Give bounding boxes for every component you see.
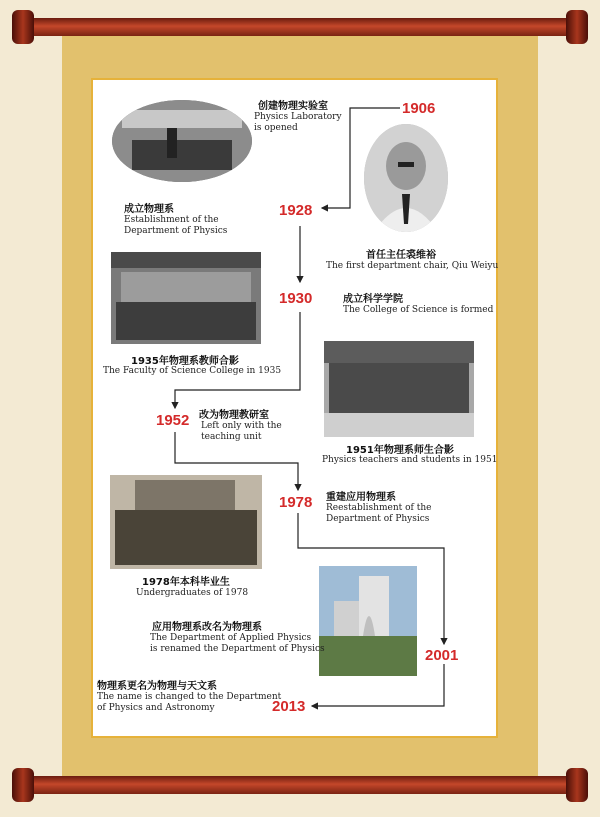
label-1928-zh: 成立物理系 bbox=[124, 204, 174, 215]
caption-1935-en: The Faculty of Science College in 1935 bbox=[103, 366, 282, 376]
caption-1951-en: Physics teachers and students in 1951 bbox=[322, 455, 498, 465]
label-1928-en-2: Department of Physics bbox=[124, 226, 228, 236]
photo-undergraduates-1978 bbox=[110, 475, 262, 569]
label-1978-en-1: Reestablishment of the bbox=[326, 503, 432, 513]
photo-qiu-weiyu bbox=[364, 124, 448, 232]
label-2013-en-1: The name is changed to the Department bbox=[97, 692, 282, 702]
year-1930: 1930 bbox=[279, 290, 313, 307]
year-1952: 1952 bbox=[156, 412, 190, 429]
label-chair-en: The first department chair, Qiu Weiyu bbox=[326, 261, 499, 271]
photo-faculty-1935 bbox=[111, 252, 261, 344]
caption-1935-zh: 1935年物理系教师合影 bbox=[131, 356, 239, 367]
label-1928-en-1: Establishment of the bbox=[124, 215, 219, 225]
label-1906-en-1: Physics Laboratory bbox=[254, 112, 342, 122]
year-2001: 2001 bbox=[425, 647, 459, 664]
label-2013-en-2: of Physics and Astronomy bbox=[97, 703, 215, 713]
label-2001-en-1: The Department of Applied Physics bbox=[150, 633, 312, 643]
label-chair-zh: 首任主任裘维裕 bbox=[366, 250, 436, 261]
label-1978-en-2: Department of Physics bbox=[326, 514, 430, 524]
year-1928: 1928 bbox=[279, 202, 313, 219]
photo-physics-lab bbox=[112, 100, 252, 182]
photo-teachers-students-1951 bbox=[324, 341, 474, 437]
label-1952-en-1: Left only with the bbox=[201, 421, 282, 431]
year-2013: 2013 bbox=[272, 698, 306, 715]
caption-1978-en: Undergraduates of 1978 bbox=[136, 588, 249, 598]
label-1952-en-2: teaching unit bbox=[201, 432, 262, 442]
year-1978: 1978 bbox=[279, 494, 313, 511]
label-1906-en-2: is opened bbox=[254, 123, 298, 133]
label-1952-zh: 改为物理教研室 bbox=[199, 410, 269, 421]
label-1930-en: The College of Science is formed bbox=[343, 305, 494, 315]
caption-1951-zh: 1951年物理系师生合影 bbox=[346, 445, 454, 456]
label-1906-zh: 创建物理实验室 bbox=[258, 101, 328, 112]
caption-1978-zh: 1978年本科毕业生 bbox=[142, 577, 230, 588]
label-2013-zh: 物理系更名为物理与天文系 bbox=[97, 681, 217, 692]
label-1978-zh: 重建应用物理系 bbox=[326, 492, 396, 503]
photo-campus-building bbox=[319, 566, 417, 676]
label-2001-zh: 应用物理系改名为物理系 bbox=[152, 622, 262, 633]
label-2001-en-2: is renamed the Department of Physics bbox=[150, 644, 325, 654]
year-1906: 1906 bbox=[402, 100, 436, 117]
label-1930-zh: 成立科学学院 bbox=[343, 294, 403, 305]
